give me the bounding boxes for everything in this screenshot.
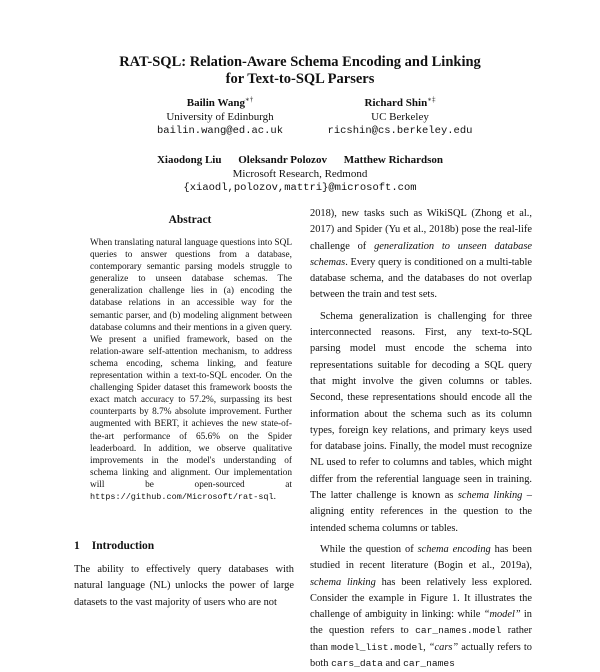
author-email: bailin.wang@ed.ac.uk — [156, 125, 284, 137]
text-run: and — [382, 658, 404, 670]
section-heading-introduction — [74, 540, 154, 552]
abstract-body — [90, 237, 292, 503]
abstract-heading: Abstract — [168, 214, 212, 226]
author-name: Richard Shin — [364, 97, 428, 109]
author-name: Matthew Richardson — [343, 154, 444, 166]
author-footnote-mark: ∗† — [244, 95, 254, 104]
code-identifier: model_list.model — [330, 641, 424, 653]
right-paragraph-3 — [310, 542, 532, 672]
text-run: . Every query is conditioned on a multi-table database schema, and the databases do not overlap between the train and test sets. — [310, 256, 532, 301]
right-paragraph-1 — [310, 206, 532, 304]
author-affiliation: UC Berkeley — [371, 111, 429, 123]
paper-title-line-2: for Text-to-SQL Parsers — [225, 71, 375, 87]
text-run: has been relatively less explored. Consider the example in Figure 1. It illustrates the challenge of ambiguity in linking: while — [310, 576, 532, 621]
repo-link[interactable]: https://github.com/Microsoft/rat-sql — [90, 491, 274, 502]
text-run: rather than — [310, 625, 533, 653]
author-name: Xiaodong Liu — [156, 154, 222, 166]
emphasis: schema linking — [457, 490, 523, 502]
author-block-2 — [300, 96, 500, 138]
paper-title-line-1: RAT-SQL: Relation-Aware Schema Encoding and Linking — [119, 54, 481, 70]
emphasis: schema encoding — [417, 543, 491, 555]
text-run: has been studied in recent literature (Bogin et al., 2019a), — [310, 543, 532, 572]
abstract-end-punct: . — [273, 491, 276, 502]
emphasis: generalization to unseen database schemas — [310, 240, 532, 268]
text-run: While the question of — [320, 543, 418, 555]
author-email: ricshin@cs.berkeley.edu — [327, 125, 473, 137]
author-block-1 — [120, 96, 320, 138]
section-number: 1 — [74, 540, 80, 552]
author-affiliation: University of Edinburgh — [166, 111, 274, 123]
group-affiliation: Microsoft Research, Redmond — [232, 168, 368, 180]
code-identifier: car_names — [403, 658, 455, 670]
code-identifier: cars_data — [331, 658, 383, 670]
emphasis: “cars” — [428, 641, 459, 653]
text-run: Schema generalization is challenging for three interconnected reasons. First, any text-to-SQL parsing model must encode the schema into representations suitable for decoding a SQL query that might involve the given columns or tables. Second, these representations should encode all the information about the schema such as its column types, foreign key relations, and primary keys used for database joins. Finally, the model must recognize NL used to refer to columns and tables, which might differ from the referential language seen in training. The latter challenge is known as — [310, 310, 532, 502]
text-run: 2018), new tasks such as WikiSQL (Zhong et al., 2017) and Spider (Yu et al., 2018b) pose the real-life challenge of — [310, 208, 532, 252]
section-title: Introduction — [91, 540, 155, 552]
author-name: Oleksandr Polozov — [238, 154, 327, 166]
right-column — [310, 206, 532, 672]
emphasis: schema linking — [310, 576, 376, 588]
author-group-microsoft — [0, 153, 600, 195]
author-footnote-mark: ∗‡ — [427, 95, 436, 104]
code-identifier: car_names.model — [415, 625, 502, 637]
text-run: , — [423, 641, 429, 653]
abstract-text: When translating natural language questions into SQL queries to answer questions from a database, contemporary semantic parsing models struggle to generalize to unseen database schemas. The generalization challenge lies in (a) encoding the database relations in an accessible way for the semantic parser, and (b) modeling alignment between database columns and their mentions in a given query. We present a unified framework, based on the relation-aware self-attention mechanism, to address schema encoding, schema linking, and feature representation within a text-to-SQL encoder. On the challenging Spider dataset this framework boosts the exact match accuracy to 57.2%, surpassing its best counterparts by 8.7% absolute improvement. Further augmented with BERT, it achieves the new state-of-the-art performance of 65.6% on the Spider leaderboard. In addition, we observe qualitative improvements in the model's understanding of schema linking and alignment. Our implementation will be open-sourced at — [90, 238, 292, 490]
author-name: Bailin Wang — [186, 97, 245, 109]
text-run: actually refers to both — [310, 641, 532, 670]
group-email: {xiaodl,polozov,mattri}@microsoft.com — [183, 182, 417, 194]
text-run: – aligning entity references in the question to the intended schema columns or tables. — [310, 490, 533, 534]
text-run: in the question refers to — [310, 609, 532, 637]
introduction-paragraph: The ability to effectively query databases with natural language (NL) unlocks the power of large datasets to the vast majority of users who are not — [74, 564, 294, 608]
emphasis: “model” — [483, 609, 521, 621]
right-paragraph-2 — [310, 309, 532, 537]
